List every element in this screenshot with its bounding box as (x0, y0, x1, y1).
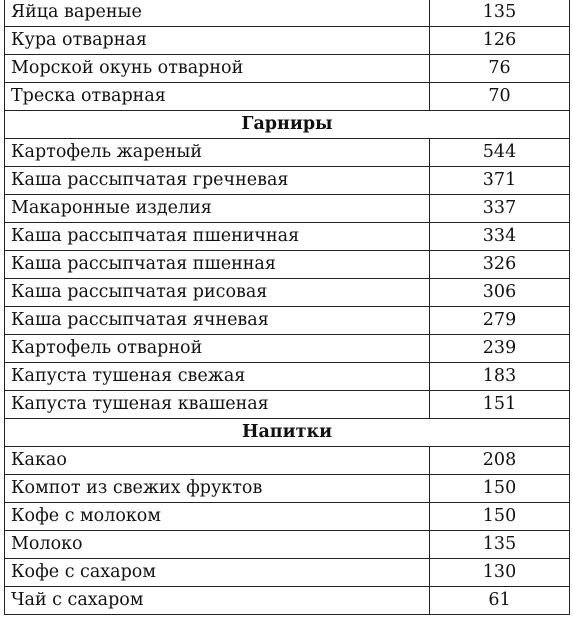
item-value: 279 (430, 307, 570, 335)
item-value: 126 (430, 27, 570, 55)
table-row (5, 307, 570, 335)
item-value: 183 (430, 363, 570, 391)
table-row (5, 279, 570, 307)
calorie-table (4, 0, 570, 615)
table-row (5, 251, 570, 279)
item-name: Кофе с молоком (5, 503, 430, 531)
table-row (5, 0, 570, 27)
item-value: 337 (430, 195, 570, 223)
item-name: Морской окунь отварной (5, 55, 430, 83)
item-value: 135 (430, 0, 570, 27)
table-row (5, 559, 570, 587)
item-name: Чай с сахаром (5, 587, 430, 615)
table-row (5, 587, 570, 615)
item-value: 70 (430, 83, 570, 111)
item-name: Картофель жареный (5, 139, 430, 167)
table-row (5, 475, 570, 503)
item-name: Молоко (5, 531, 430, 559)
table-row (5, 447, 570, 475)
section-header-row (5, 111, 570, 139)
item-name: Яйца вареные (5, 0, 430, 27)
item-name: Кура отварная (5, 27, 430, 55)
item-name: Каша рассыпчатая гречневая (5, 167, 430, 195)
table-row (5, 195, 570, 223)
item-name: Какао (5, 447, 430, 475)
table-row (5, 531, 570, 559)
item-value: 151 (430, 391, 570, 419)
item-name: Капуста тушеная квашеная (5, 391, 430, 419)
item-name: Треска отварная (5, 83, 430, 111)
section-header-row (5, 419, 570, 447)
table-row (5, 503, 570, 531)
item-name: Компот из свежих фруктов (5, 475, 430, 503)
table-row (5, 223, 570, 251)
item-value: 371 (430, 167, 570, 195)
item-value: 208 (430, 447, 570, 475)
item-name: Картофель отварной (5, 335, 430, 363)
item-value: 239 (430, 335, 570, 363)
section-title-drinks: Напитки (5, 419, 570, 447)
item-name: Макаронные изделия (5, 195, 430, 223)
section-title-garnish: Гарниры (5, 111, 570, 139)
item-value: 334 (430, 223, 570, 251)
table-row (5, 167, 570, 195)
item-name: Кофе с сахаром (5, 559, 430, 587)
table-row (5, 363, 570, 391)
item-value: 130 (430, 559, 570, 587)
item-name: Каша рассыпчатая рисовая (5, 279, 430, 307)
item-value: 326 (430, 251, 570, 279)
item-value: 544 (430, 139, 570, 167)
table-row (5, 27, 570, 55)
item-value: 135 (430, 531, 570, 559)
item-value: 150 (430, 503, 570, 531)
item-value: 306 (430, 279, 570, 307)
item-value: 150 (430, 475, 570, 503)
table-row (5, 335, 570, 363)
item-name: Каша рассыпчатая пшенная (5, 251, 430, 279)
table-row (5, 83, 570, 111)
item-name: Каша рассыпчатая пшеничная (5, 223, 430, 251)
item-value: 61 (430, 587, 570, 615)
table-row (5, 139, 570, 167)
item-name: Каша рассыпчатая ячневая (5, 307, 430, 335)
table-row (5, 55, 570, 83)
item-name: Капуста тушеная свежая (5, 363, 430, 391)
table-row (5, 391, 570, 419)
item-value: 76 (430, 55, 570, 83)
